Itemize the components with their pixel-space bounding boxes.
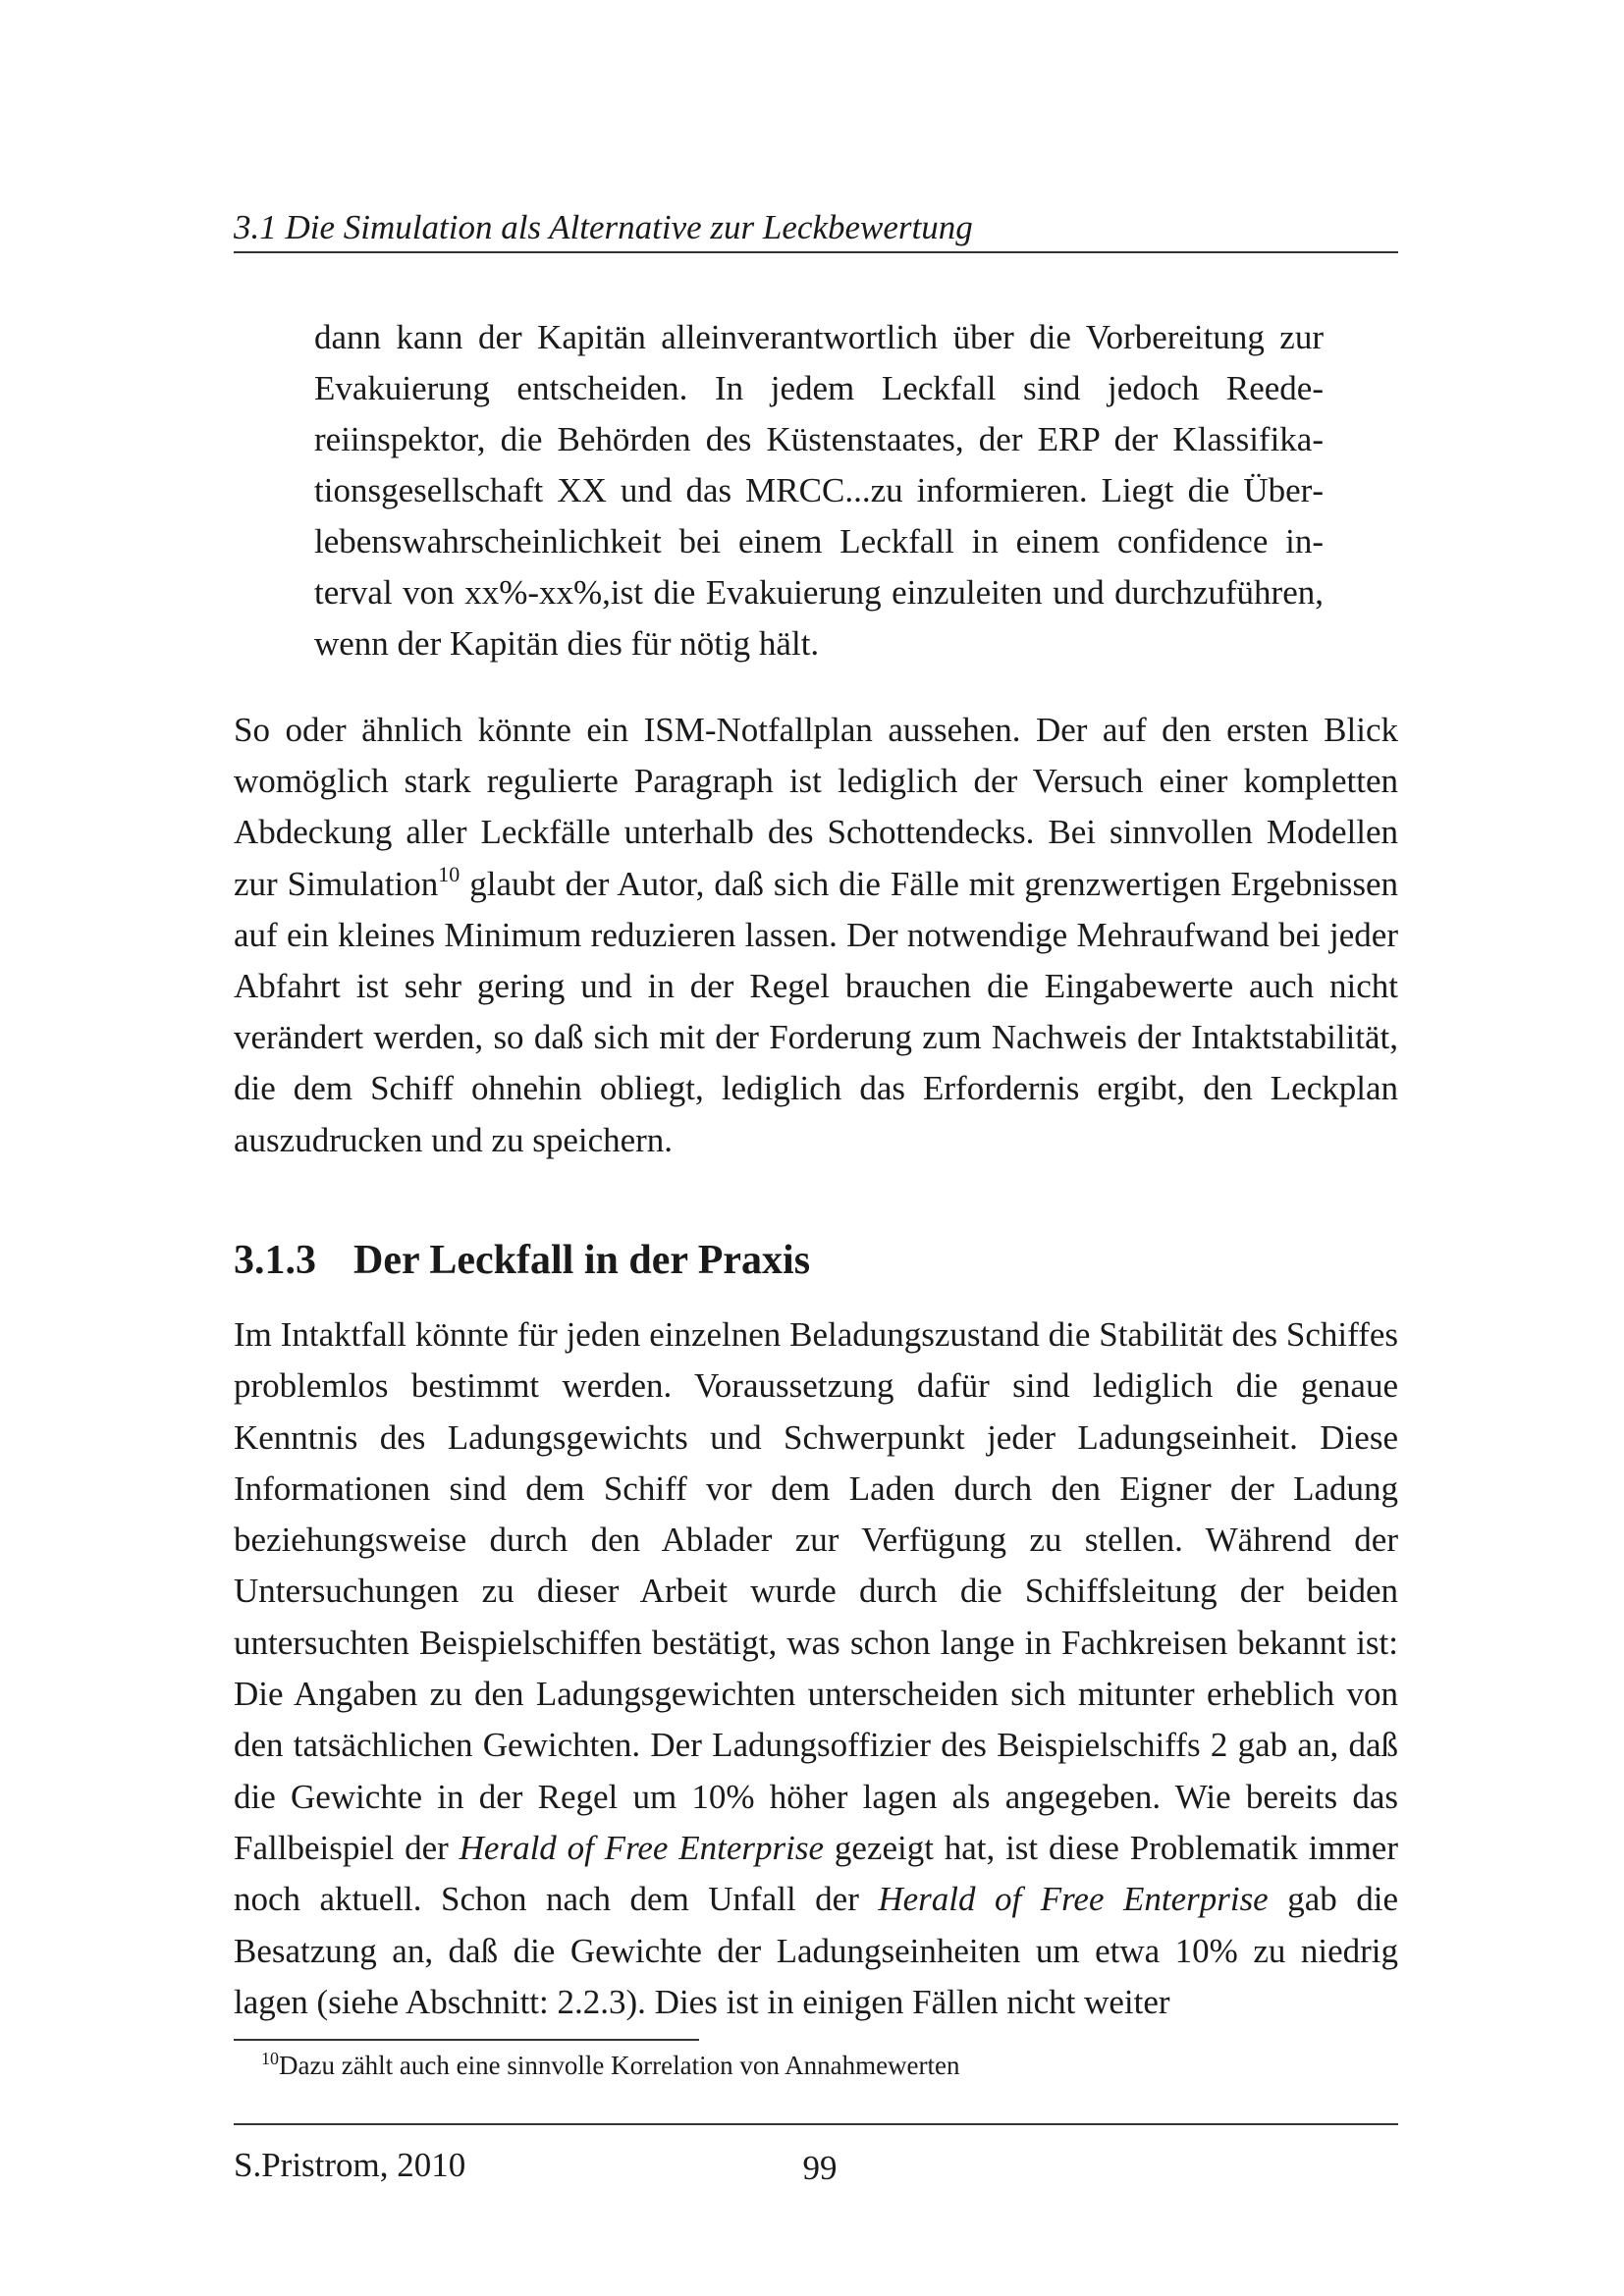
body-paragraph-2 bbox=[234, 1309, 1398, 2028]
footnote-text: Dazu zählt auch eine sinnvolle Korrelation von Annahmewerten bbox=[279, 2051, 960, 2080]
paragraph-2-text-b: gezeigt hat, ist diese Problematik immer noch aktuell. Schon nach dem Unfall der bbox=[234, 1828, 1398, 1919]
running-header: 3.1 Die Simulation als Alternative zur Leckbewertung bbox=[234, 208, 973, 246]
header-rule bbox=[234, 251, 1398, 253]
section-heading bbox=[234, 1233, 1398, 1288]
footnote-rule bbox=[234, 2039, 699, 2041]
page-number: 99 bbox=[802, 2149, 838, 2187]
paragraph-1-text-b: glaubt der Autor, daß sich die Fälle mit grenzwertigen Ergebnissen auf ein kleines Minimum reduzieren lassen. Der notwendige Mehraufwand bei jeder Abfahrt ist sehr gering und in der Regel brauchen die Eingabewerte auch nicht verändert werden, so daß sich mit der Forderung zum Nachweis der Intaktstabilität, die dem Schiff ohnehin obliegt, lediglich das Erfordernis ergibt, den Leckplan auszudrucken und zu speichern. bbox=[234, 864, 1398, 1159]
footer-rule bbox=[234, 2123, 1398, 2125]
section-title: Der Leckfall in der Praxis bbox=[353, 1238, 811, 1283]
footer-author: S.Pristrom, 2010 bbox=[234, 2146, 466, 2184]
footnote-reference[interactable]: 10 bbox=[438, 861, 460, 886]
footnote bbox=[261, 2048, 1390, 2083]
body-paragraph-1 bbox=[234, 705, 1398, 1166]
ship-name-italic-2: Herald of Free Enterprise bbox=[878, 1880, 1269, 1919]
paragraph-1-text-a: So oder ähnlich könnte ein ISM-Notfallplan aussehen. Der auf den ersten Blick womöglich stark regulierte Paragraph ist lediglich der Versuch einer kompletten Abdeckung aller Leckfälle unterhalb des Schottendecks. Bei sinnvollen Modellen zur Simulation bbox=[234, 711, 1398, 903]
indented-quote: dann kann der Kapitän alleinverantwortlich über die Vorbereitung zur Evakuierung entscheiden. In jedem Leckfall sind jedoch Reedereiinspektor, die Behörden des Küstenstaates, der ERP der Klassifikationsgesellschaft XX und das MRCC...zu informieren. Liegt die Überlebenswahrscheinlichkeit bei einem Leckfall in einem confidence interval von xx%-xx%,ist die Evakuierung einzuleiten und durchzuführen, wenn der Kapitän dies für nötig hält. bbox=[314, 318, 1324, 663]
paragraph-2-text-c: gab die Besatzung an, daß die Gewichte der Ladungseinheiten um etwa 10% zu niedrig lagen (siehe Abschnitt: 2.2.3). Dies ist in einigen Fällen nicht weiter bbox=[234, 1880, 1398, 2021]
footnote-mark: 10 bbox=[261, 2049, 279, 2068]
ship-name-italic-1: Herald of Free Enterprise bbox=[459, 1828, 825, 1867]
section-number: 3.1.3 bbox=[234, 1238, 316, 1283]
paragraph-2-text-a: Im Intaktfall könnte für jeden einzelnen Beladungszustand die Stabilität des Schiffes problemlos bestimmt werden. Voraussetzung dafür sind lediglich die genaue Kenntnis des Ladungsgewichts und Schwerpunkt jeder Ladungseinheit. Diese Informationen sind dem Schiff vor dem Laden durch den Eigner der Ladung beziehungsweise durch den Ablader zur Verfügung zu stellen. Während der Untersuchungen zu dieser Arbeit wurde durch die Schiffsleitung der beiden untersuchten Beispielschiffen bestätigt, was schon lange in Fachkreisen bekannt ist: Die Angaben zu den Ladungsgewichten unterscheiden sich mitunter erheblich von den tatsächlichen Gewichten. Der Ladungsoffizier des Beispielschiffs 2 gab an, daß die Gewichte in der Regel um 10% höher lagen als angegeben. Wie bereits das Fallbeispiel der bbox=[234, 1315, 1398, 1867]
